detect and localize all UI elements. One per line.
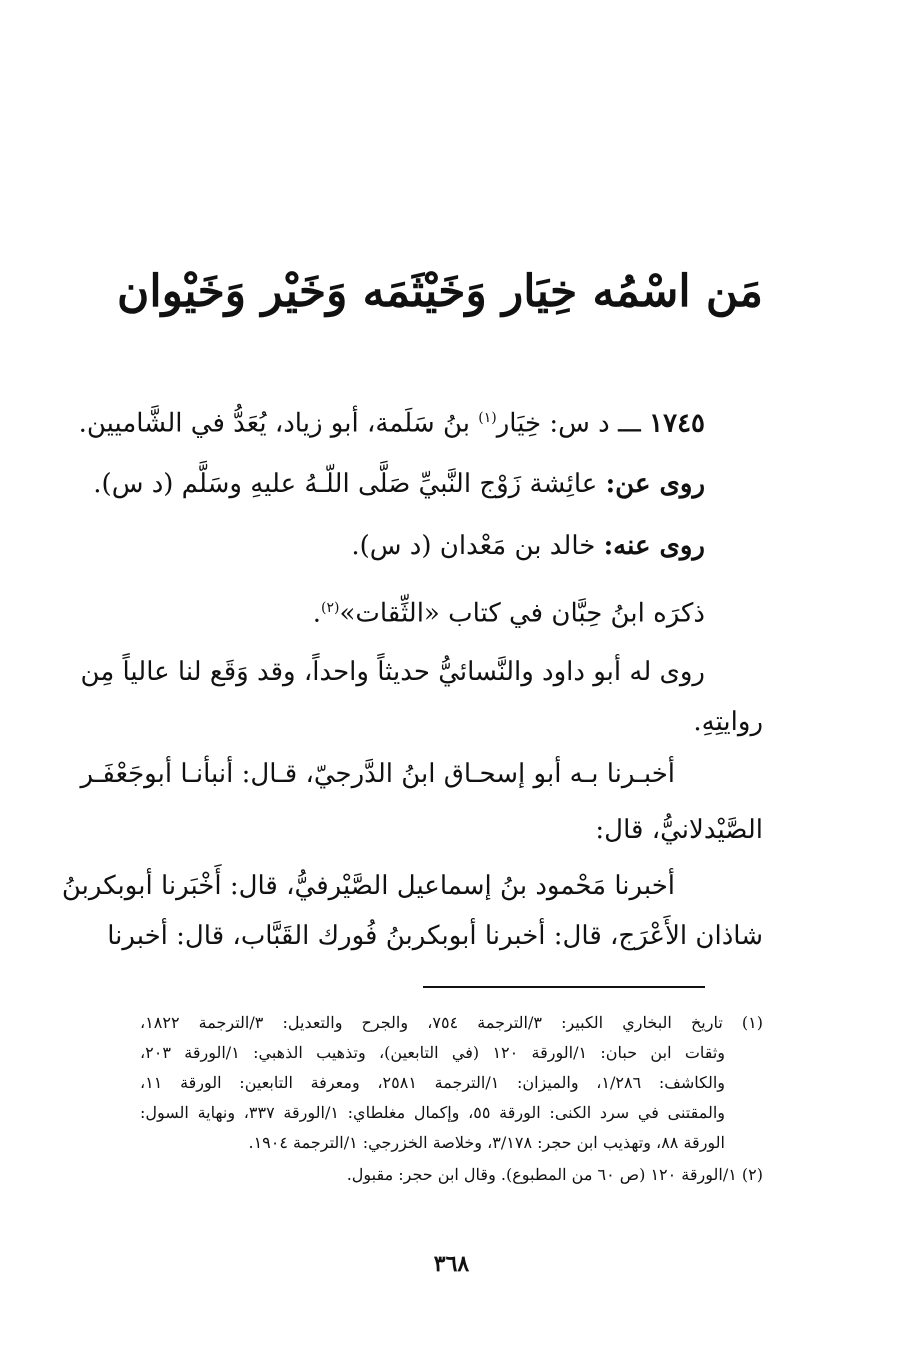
entry-dash: ـــ [618,408,641,439]
entry-line-3 [118,526,705,566]
footnote-1-line-3: والكاشف: ١/٢٨٦، والميزان: ١/الترجمة ٢٥٨١، ومعرفة التابعين: الورقة ١١، [140,1073,726,1092]
footnote-1-line-1: (١) تاريخ البخاري الكبير: ٣/الترجمة ٧٥٤، والجرح والتعديل: ٣/الترجمة ١٨٢٢، [140,1013,764,1032]
footnote-1-line-2: وثقات ابن حبان: ١/الورقة ١٢٠ (في التابعين)، وتذهيب الذهبي: ١/الورقة ٢٠٣، [140,1043,726,1062]
entry-line-9: أخبرنا مَحْمود بنُ إسماعيل الصَّيْرفيُّ، قال: أَخْبَرنا أبوبكربنُ [61,871,675,901]
narrated-from-label: روى عن: [605,469,705,499]
narrated-from-text: عائِشة زَوْج النَّبيِّ صَلَّى اللّـهُ عليهِ وسَلَّم (د س). [93,469,598,499]
entry-line-8: الصَّيْدلانيُّ، قال: [595,815,763,845]
entry-line4-text: ذكرَه ابنُ حِبَّان في كتاب «الثِّقات» [339,598,705,629]
footnote-1-line-4: والمقتنى في سرد الكنى: الورقة ٥٥، وإكمال مغلطاي: ١/الورقة ٣٣٧، ونهاية السول: [140,1103,725,1122]
entry-line-6: روايتِهِ. [693,707,763,737]
footnote-1-line-5: الورقة ٨٨، وتهذيب ابن حجر: ٣/١٧٨، وخلاصة الخزرجي: ١/الترجمة ١٩٠٤. [248,1133,725,1152]
page-number: ٣٦٨ [433,1251,470,1277]
chapter-heading: مَن اسْمُه خِيَار وَخَيْثَمَه وَخَيْر وَخَيْوان [117,266,763,317]
entry-line1-end: بنُ سَلَمة، أبو زياد، يُعَدُّ في الشَّاميين. [78,408,470,439]
entry-line-5: روى له أبو داود والنَّسائيُّ حديثاً واحداً، وقد وَقَع لنا عالياً مِن [80,657,705,687]
narrated-by-text: خالد بن مَعْدان (د س). [351,531,596,561]
entry-line1-rest: د س: خِيَار [496,408,610,439]
entry-line-4 [118,588,705,634]
entry-line-1 [78,398,705,444]
footnote-ref-1: (١) [478,410,497,426]
footnote-ref-2: (٢) [321,600,340,616]
entry-number: ١٧٤٥ [649,408,705,439]
entry-line4-end: . [312,598,322,629]
entry-line-10: شاذان الأَعْرَج، قال: أخبرنا أبوبكربنُ فُورك القَبَّاب، قال: أخبرنا [107,921,763,951]
entry-line-2 [93,464,705,504]
narrated-by-label: روى عنه: [603,531,705,561]
footnote-2-line-1: (٢) ١/الورقة ١٢٠ (ص ٦٠ من المطبوع). وقال ابن حجر: مقبول. [346,1165,763,1184]
footnote-separator [423,986,705,988]
entry-line-7: أخبـرنا بـه أبو إسحـاق ابنُ الدَّرجيّ، قـال: أنبأنـا أبوجَعْفَـر [80,759,675,789]
